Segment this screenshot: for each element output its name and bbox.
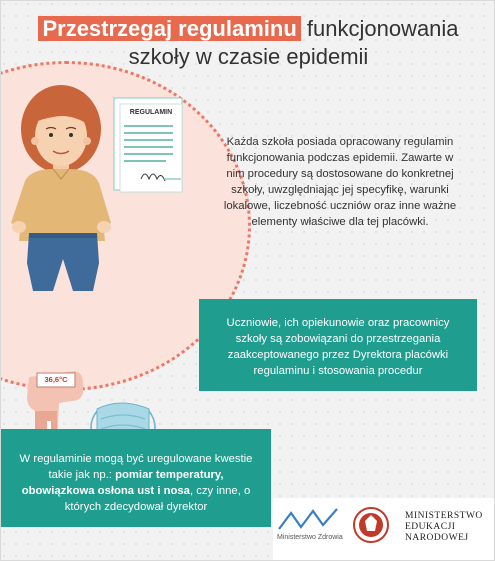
men-emblem-logo [354, 508, 388, 542]
document-label: REGULAMIN [129, 109, 173, 116]
ministry-of-health-name: Ministerstwo Zdrowia [277, 534, 343, 541]
title-rest: funkcjonowania [300, 16, 459, 41]
title-line2: szkoły w czasie epidemii [128, 44, 369, 69]
title-highlight: Przestrzegaj regulaminu [38, 16, 300, 41]
ministry-of-health-logo [279, 509, 337, 529]
examples-text-part2: , czy inne, o których zdecydował dyrektor [64, 485, 251, 513]
obligation-text: Uczniowie, ich opiekunowie oraz pracownicy szkoły są zobowiązani do przestrzegania zaakceptowanego przez Dyrektora placówki regulaminu i stosowania procedur [226, 317, 450, 377]
men-line3: NARODOWEJ [405, 533, 469, 543]
main-paragraph: Każda szkoła posiada opracowany regulamin funkcjonowania podczas epidemii. Zawarte w nim procedury są dostosowane do konkretnej szkoły, uwzględniając jej specyfikę, warunki lokalowe, liczebność uczniów oraz inne ważne elementy właściwe dla tej placówki. [223, 136, 457, 228]
logos-graphics [1, 1, 495, 561]
thermometer-reading: 36,6°C [44, 375, 68, 384]
examples-text-part1: W regulaminie mogą być uregulowane kwestie takie jak np.: [19, 453, 253, 481]
men-line1: MINISTERSTWO [405, 511, 483, 521]
men-name [405, 511, 495, 544]
examples-text-bold: pomiar temperatury, obowiązkowa osłona ust i nosa [21, 469, 224, 497]
men-line2: EDUKACJI [405, 522, 456, 532]
